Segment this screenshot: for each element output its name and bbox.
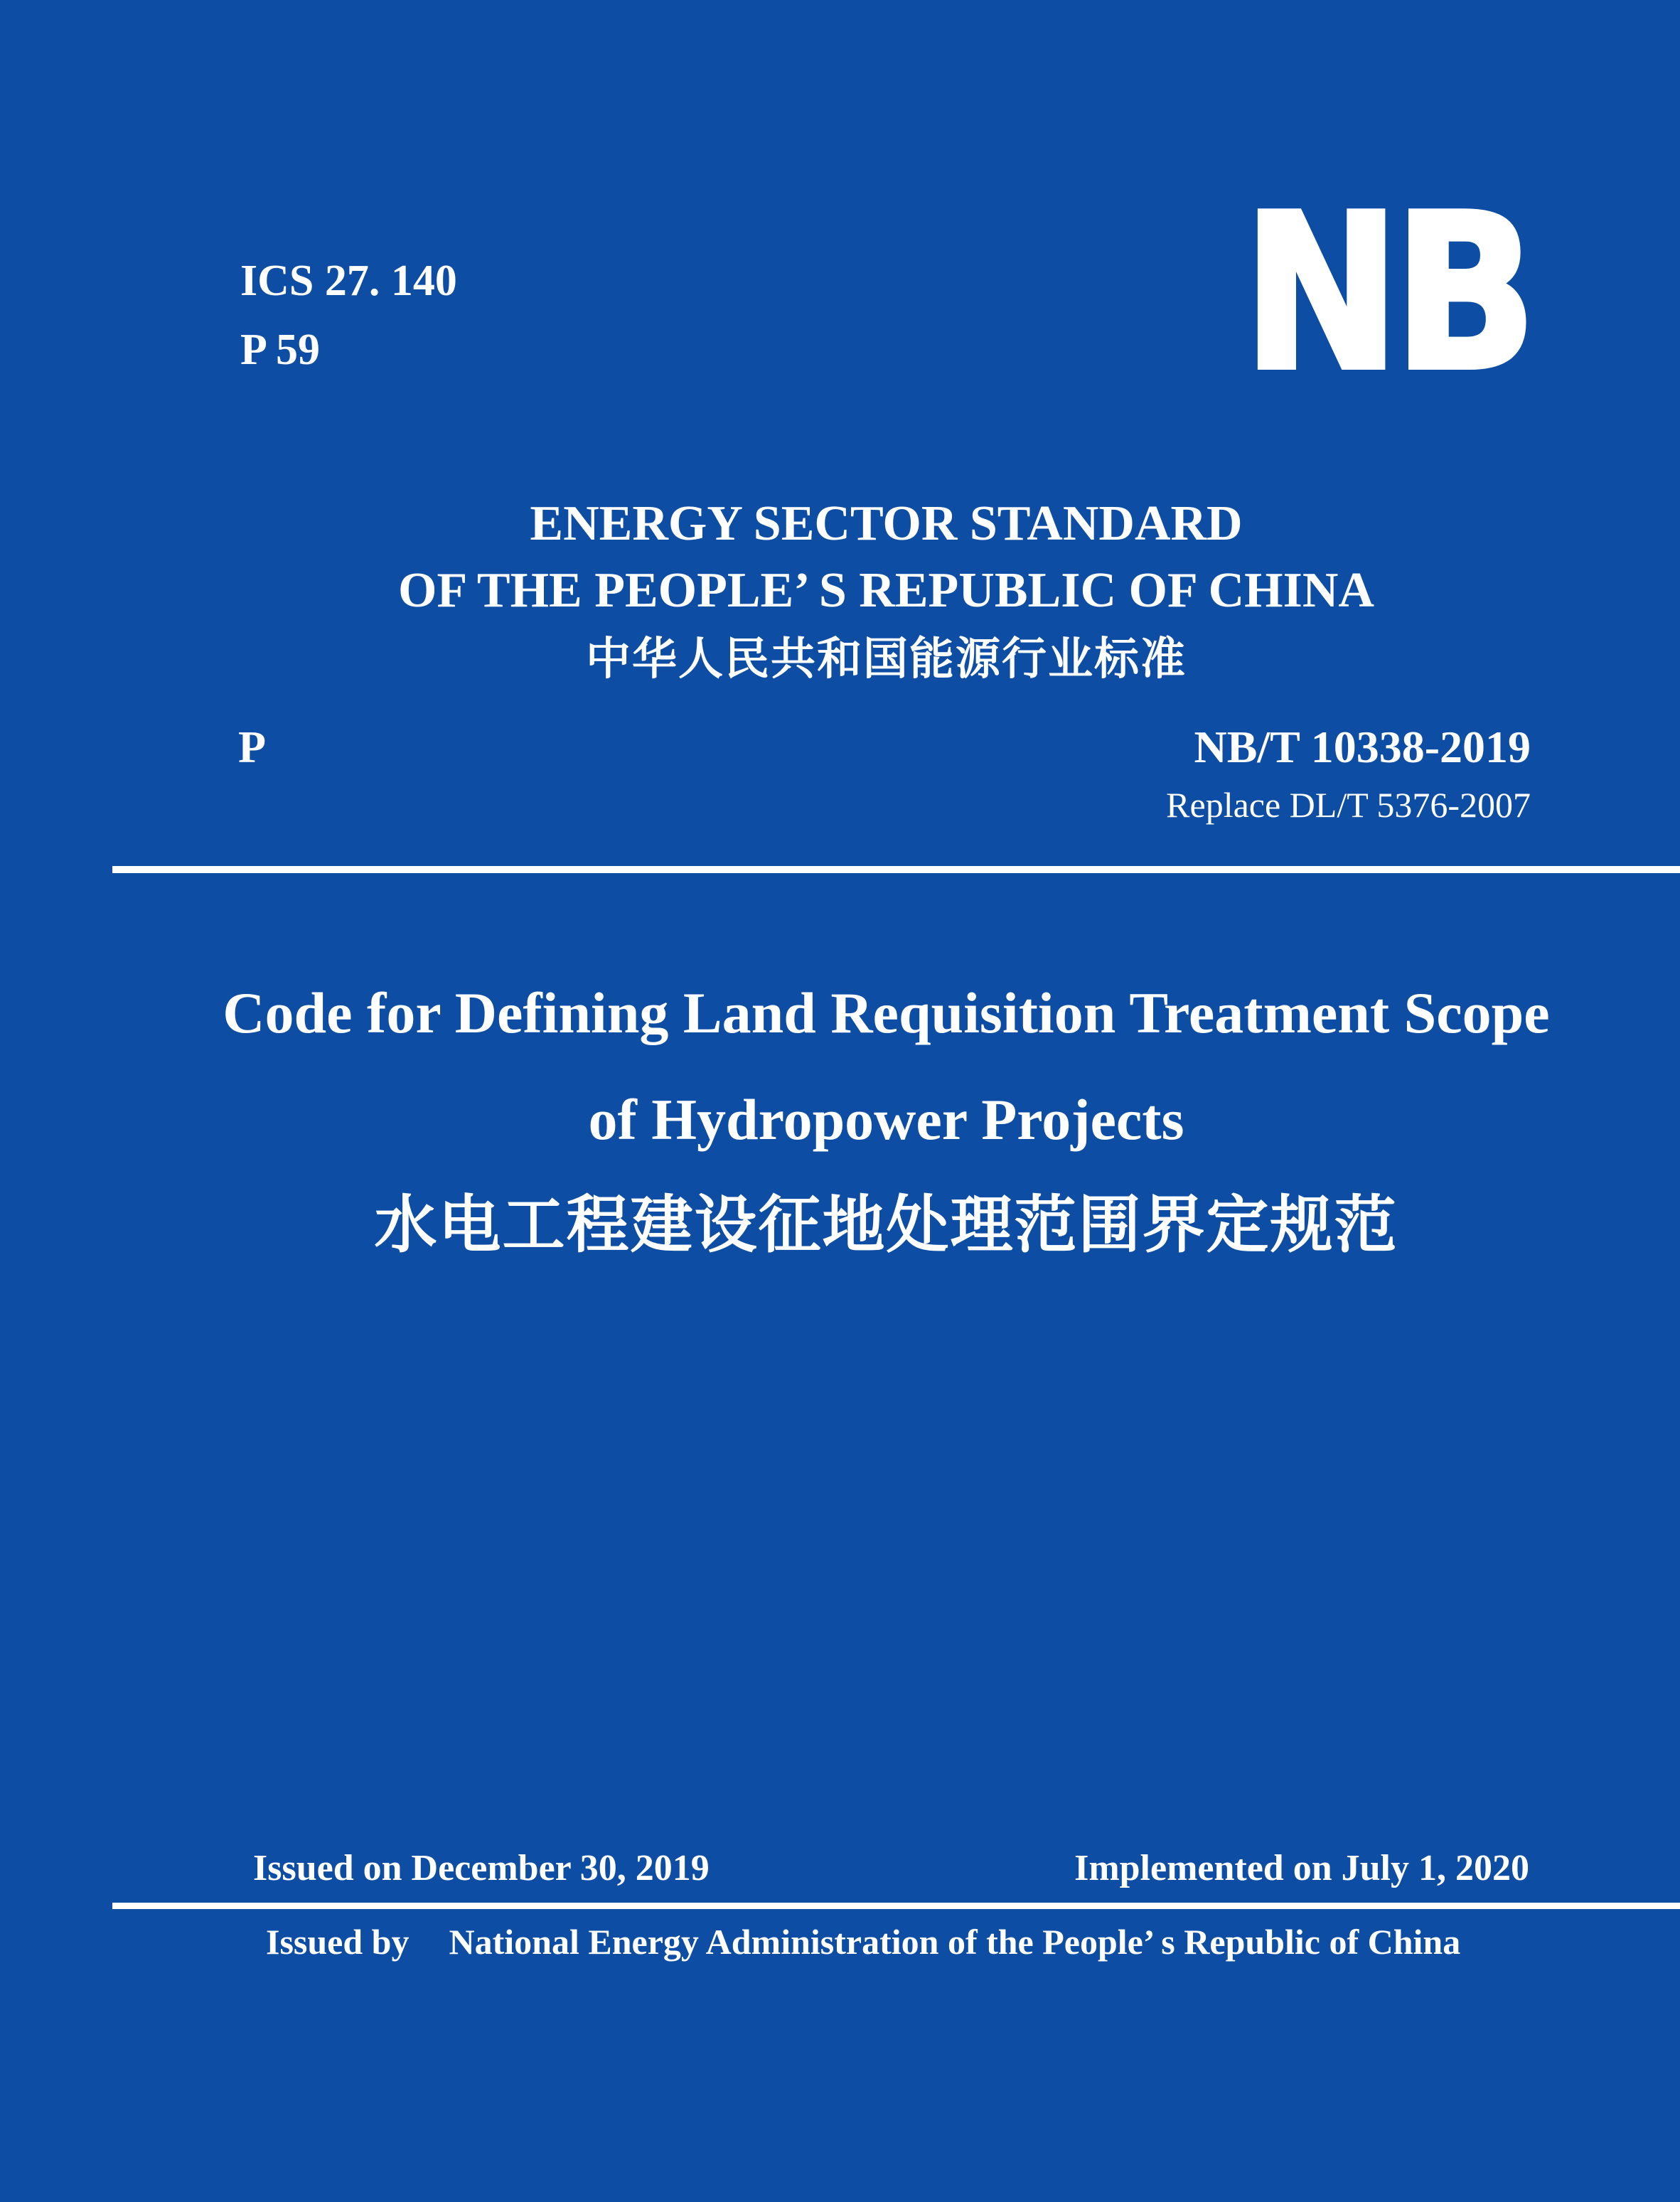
top-divider-rule [112, 866, 1680, 873]
standard-heading-line2: OF THE PEOPLE’ S REPUBLIC OF CHINA [398, 563, 1374, 618]
issued-by-value: National Energy Administration of the People’ s Republic of China [449, 1922, 1461, 1962]
standard-number: NB/T 10338-2019 [1194, 722, 1531, 772]
title-block [92, 960, 1680, 1280]
implemented-on-date: Implemented on July 1, 2020 [1074, 1848, 1529, 1888]
ics-code: ICS 27. 140 [240, 257, 457, 305]
nb-logo: NB [1243, 169, 1531, 417]
standard-heading-block [92, 491, 1680, 694]
issued-by-row [266, 1920, 1460, 1963]
title-chinese: 水电工程建设征地处理范围界定规范 [374, 1192, 1398, 1261]
issued-on-date: Issued on December 30, 2019 [253, 1848, 710, 1888]
replaces-note: Replace DL/T 5376-2007 [1166, 785, 1531, 825]
document-class-letter: P [238, 722, 267, 772]
bottom-divider-rule [112, 1903, 1680, 1909]
standard-heading-chinese: 中华人民共和国能源行业标准 [586, 634, 1187, 684]
classification-code: P 59 [240, 326, 320, 374]
issued-by-label: Issued by [266, 1922, 410, 1962]
title-english-line1: Code for Defining Land Requisition Treatment Scope [223, 980, 1550, 1045]
standard-heading-line1: ENERGY SECTOR STANDARD [530, 496, 1243, 551]
title-english-line2: of Hydropower Projects [588, 1087, 1184, 1152]
